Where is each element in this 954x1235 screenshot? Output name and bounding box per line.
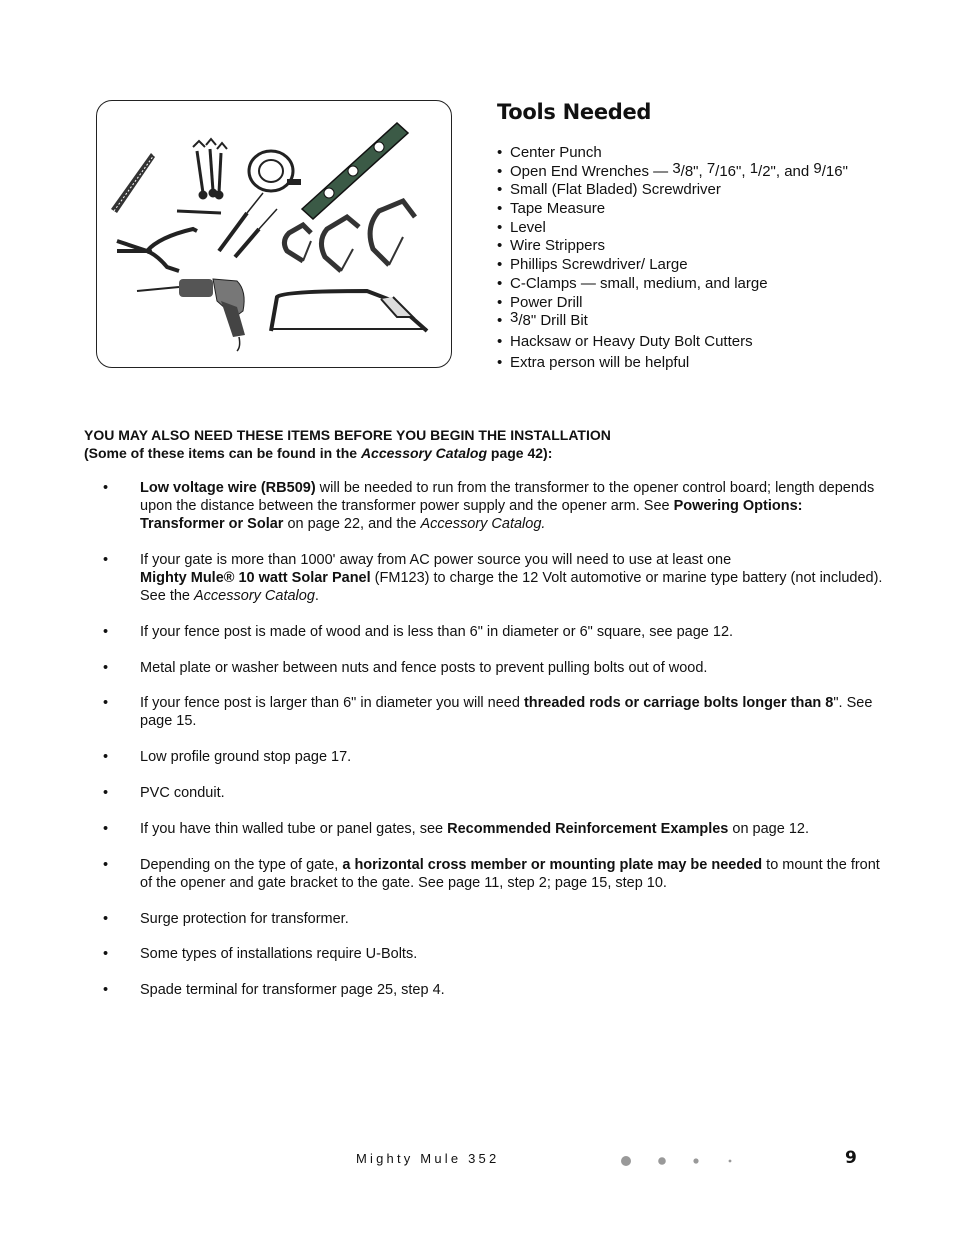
list-item: • Depending on the type of gate, a horizontal cross member or mounting plate may be needed to mount the front of the opener and gate bracket to the gate. See page 11, step 2; page 15, step 10. [103, 857, 880, 891]
list-item: • Hacksaw or Heavy Duty Bolt Cutters [497, 332, 753, 350]
list-item: • $^3$/8" Drill Bit [497, 309, 588, 330]
list-item: • Some types of installations require U-Bolts. [103, 946, 418, 962]
list-item: • If your fence post is larger than 6" in diameter you will need threaded rods or carriage bolts longer than 8". See page 15. [103, 695, 873, 729]
list-item: • Tape Measure [497, 200, 606, 218]
list-item: • Open End Wrenches — $^3$/8", $^7$/16", $^1$/2", and $^9$/16" [497, 159, 848, 180]
tape-measure-icon [249, 151, 301, 191]
center-punch-icon [111, 153, 155, 213]
power-drill-icon [137, 279, 245, 351]
list-item: • If you have thin walled tube or panel gates, see Recommended Reinforcement Examples on page 12. [103, 821, 809, 837]
list-item: • Level [497, 218, 546, 236]
footer-product-name: Mighty Mule 352 [356, 1151, 500, 1166]
additional-items-list [84, 479, 884, 999]
list-item: • Surge protection for transformer. [103, 911, 349, 927]
list-item: • Small (Flat Bladed) Screwdriver [497, 181, 721, 199]
footer-dots-decoration [620, 1154, 740, 1168]
tools-list [497, 144, 848, 373]
tools-drawing [97, 101, 453, 369]
wrenches-icon [177, 139, 227, 213]
list-item: • Center Punch [497, 144, 602, 161]
additional-items-heading: YOU MAY ALSO NEED THESE ITEMS BEFORE YOU BEGIN THE INSTALLATION (Some of these items can be found in the Accessory Catalog page 42): [84, 427, 611, 461]
list-item: • C-Clamps — small, medium, and large [497, 274, 768, 292]
list-item: • PVC conduit. [103, 785, 225, 801]
list-item: • Wire Strippers [497, 237, 606, 255]
list-item: • If your gate is more than 1000' away from AC power source you will need to use at least one Mighty Mule® 10 watt Solar Panel (FM123) to charge the 12 Volt automotive or marine type battery (not included). See the Accessory Catalog. [103, 552, 883, 604]
wire-strippers-icon [117, 229, 197, 271]
list-item: • Low profile ground stop page 17. [103, 749, 352, 765]
list-item: • Spade terminal for transformer page 25, step 4. [103, 982, 445, 998]
list-item: • Power Drill [497, 293, 583, 311]
tools-needed-heading: Tools Needed [497, 100, 652, 124]
screwdrivers-icon [219, 193, 277, 257]
list-item: • Phillips Screwdriver/ Large [497, 256, 688, 274]
hacksaw-icon [271, 291, 427, 331]
list-item: • Metal plate or washer between nuts and fence posts to prevent pulling bolts out of wood. [103, 660, 708, 676]
tools-illustration [96, 100, 452, 368]
page-number: 9 [845, 1148, 857, 1168]
list-item: • Low voltage wire (RB509) will be needed to run from the transformer to the opener control board; length depends upon the distance between the transformer power supply and the opener arm. See Powering Options: Transformer or Solar on page 22, and the Accessory Catalog. [103, 480, 875, 532]
list-item: • Extra person will be helpful [497, 353, 690, 371]
list-item: • If your fence post is made of wood and is less than 6" in diameter or 6" square, see page 12. [103, 624, 734, 640]
